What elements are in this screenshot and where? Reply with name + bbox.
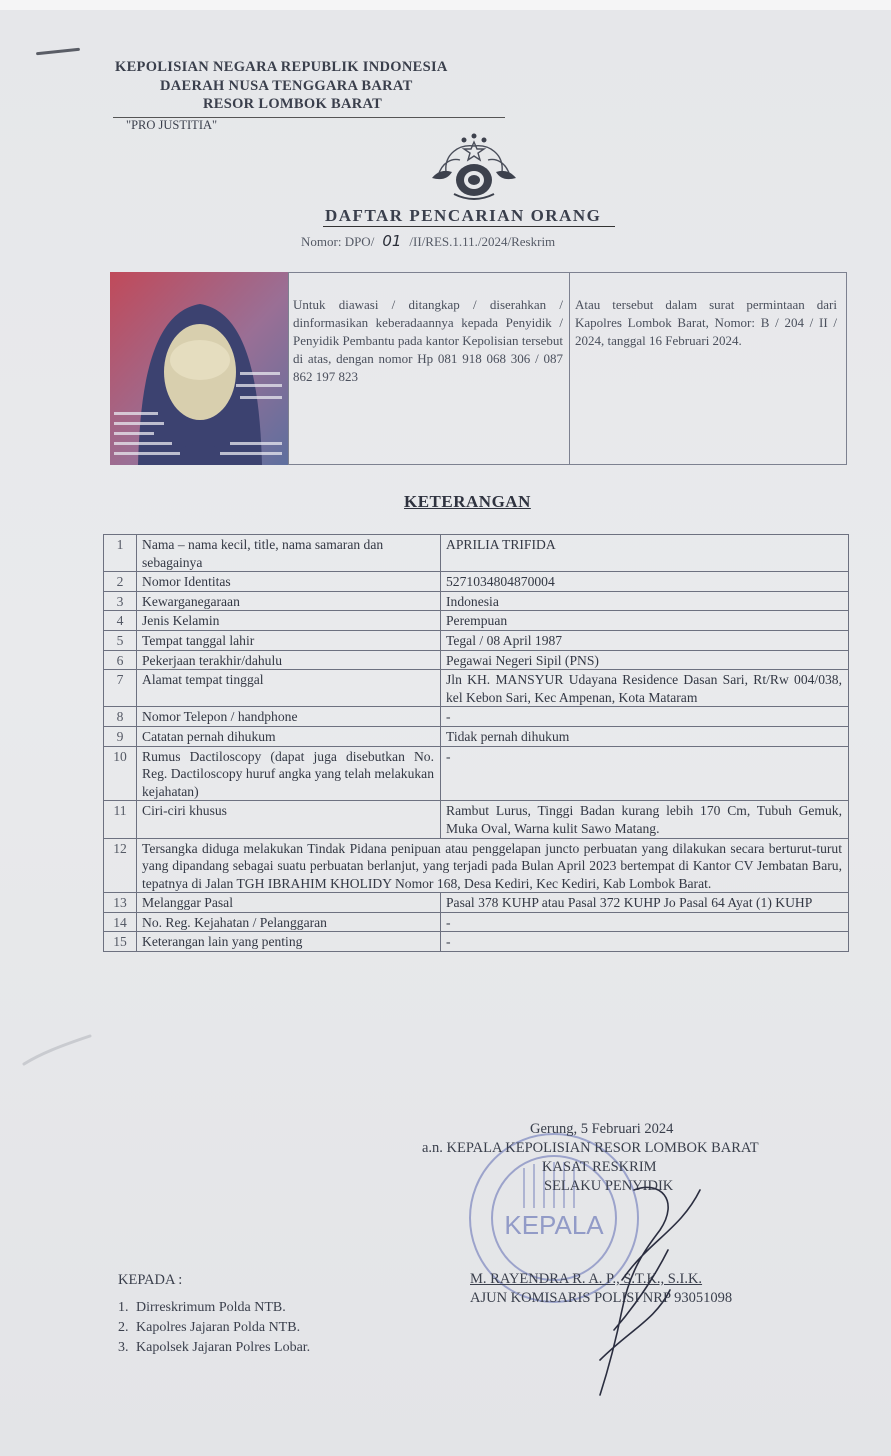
row-value: Pegawai Negeri Sipil (PNS) bbox=[441, 650, 849, 670]
row-value: Indonesia bbox=[441, 591, 849, 611]
row-label: Pekerjaan terakhir/dahulu bbox=[137, 650, 441, 670]
list-item: 2. Kapolres Jajaran Polda NTB. bbox=[118, 1320, 301, 1335]
row-number: 3 bbox=[104, 591, 137, 611]
table-row bbox=[104, 801, 849, 838]
document-title: DAFTAR PENCARIAN ORANG bbox=[323, 206, 615, 227]
list-item: 3. Kapolsek Jajaran Polres Lobar. bbox=[118, 1340, 311, 1355]
header-line-1: KEPOLISIAN NEGARA REPUBLIK INDONESIA bbox=[115, 59, 448, 75]
police-emblem-icon bbox=[424, 132, 524, 204]
row-full-text: Tersangka diduga melakukan Tindak Pidana penipuan atau penggelapan juncto perbuatan yang dilakukan secara berturut-turut yang dipandang sebagai suatu perbuatan berlanjut, yang terjadi pada Bulan April 2023 bertempat di Kantor CV Jembatan Baru, tepatnya di Jalan TGH IBRAHIM KHOLIDY Nomor 168, Desa Kediri, Kec Kediri, Kab Lombok Barat. bbox=[137, 838, 849, 893]
row-value: Tegal / 08 April 1987 bbox=[441, 630, 849, 650]
row-value: Jln KH. MANSYUR Udayana Residence Dasan Sari, Rt/Rw 004/038, kel Kebon Sari, Kec Ampenan, Kota Mataram bbox=[441, 670, 849, 707]
list-item: 1. Dirreskrimum Polda NTB. bbox=[118, 1300, 286, 1315]
nomor-suffix: /II/RES.1.11./2024/Reskrim bbox=[409, 234, 556, 249]
row-number: 12 bbox=[104, 838, 137, 893]
row-value: - bbox=[441, 932, 849, 952]
row-label: Melanggar Pasal bbox=[137, 893, 441, 913]
table-row bbox=[104, 707, 849, 727]
table-row bbox=[104, 838, 849, 893]
row-value: - bbox=[441, 707, 849, 727]
row-label: No. Reg. Kejahatan / Pelanggaran bbox=[137, 912, 441, 932]
table-row bbox=[104, 535, 849, 572]
nomor-handwritten: 01 bbox=[382, 232, 402, 250]
row-number: 9 bbox=[104, 726, 137, 746]
row-number: 4 bbox=[104, 611, 137, 631]
table-row bbox=[104, 611, 849, 631]
row-value: Tidak pernah dihukum bbox=[441, 726, 849, 746]
row-label: Ciri-ciri khusus bbox=[137, 801, 441, 838]
top-margin bbox=[0, 0, 891, 10]
table-row bbox=[104, 670, 849, 707]
row-number: 13 bbox=[104, 893, 137, 913]
row-label: Nomor Identitas bbox=[137, 572, 441, 592]
signer-name: M. RAYENDRA R. A. P., S.T.K., S.I.K. bbox=[470, 1271, 703, 1287]
row-value: APRILIA TRIFIDA bbox=[441, 535, 849, 572]
row-label: Kewarganegaraan bbox=[137, 591, 441, 611]
signer-role: SELAKU PENYIDIK bbox=[544, 1178, 674, 1194]
nomor-prefix: Nomor: DPO/ bbox=[301, 234, 375, 249]
notice-reference: Atau tersebut dalam surat permintaan dari Kapolres Lombok Barat, Nomor: B / 204 / II / 2024, tanggal 16 Februari 2024. bbox=[575, 297, 837, 348]
row-number: 11 bbox=[104, 801, 137, 838]
distribution-list bbox=[118, 1298, 310, 1358]
pro-justitia: "PRO JUSTITIA" bbox=[126, 118, 218, 132]
agency-header bbox=[115, 58, 448, 114]
stamp-text: KEPALA bbox=[504, 1210, 604, 1240]
row-label: Rumus Dactiloscopy (dapat juga disebutkan No. Reg. Dactiloscopy huruf angka yang telah melakukan kejahatan) bbox=[137, 746, 441, 801]
row-number: 15 bbox=[104, 932, 137, 952]
row-label: Keterangan lain yang penting bbox=[137, 932, 441, 952]
header-line-2: DAERAH NUSA TENGGARA BARAT bbox=[160, 77, 413, 94]
row-number: 1 bbox=[104, 535, 137, 572]
row-value: - bbox=[441, 746, 849, 801]
table-row bbox=[104, 746, 849, 801]
row-value: 5271034804870004 bbox=[441, 572, 849, 592]
document-number bbox=[301, 232, 555, 250]
signing-place-date: Gerung, 5 Februari 2024 bbox=[530, 1121, 674, 1137]
row-label: Catatan pernah dihukum bbox=[137, 726, 441, 746]
table-row bbox=[104, 630, 849, 650]
notice-instruction: Untuk diawasi / ditangkap / diserahkan / dinformasikan keberadaannya kepada Penyidik / Penyidik Pembantu pada kantor Kepolisian tersebut di atas, dengan nomor Hp 081 918 068 306 / 087 862 197 823 bbox=[293, 297, 563, 384]
table-row bbox=[104, 591, 849, 611]
signing-on-behalf: a.n. KEPALA KEPOLISIAN RESOR LOMBOK BARAT bbox=[422, 1140, 759, 1156]
header-line-3: RESOR LOMBOK BARAT bbox=[203, 96, 383, 112]
section-title: KETERANGAN bbox=[404, 492, 531, 511]
row-value: - bbox=[441, 912, 849, 932]
row-value: Pasal 378 KUHP atau Pasal 372 KUHP Jo Pasal 64 Ayat (1) KUHP bbox=[441, 893, 849, 913]
row-number: 10 bbox=[104, 746, 137, 801]
row-label: Nama – nama kecil, title, nama samaran dan sebagainya bbox=[137, 535, 441, 572]
row-label: Nomor Telepon / handphone bbox=[137, 707, 441, 727]
table-row bbox=[104, 726, 849, 746]
notice-instruction-cell bbox=[288, 272, 570, 465]
row-number: 5 bbox=[104, 630, 137, 650]
paper-mark bbox=[20, 1030, 100, 1070]
row-value: Perempuan bbox=[441, 611, 849, 631]
row-number: 7 bbox=[104, 670, 137, 707]
row-label: Alamat tempat tinggal bbox=[137, 670, 441, 707]
row-number: 6 bbox=[104, 650, 137, 670]
suspect-photo-image bbox=[110, 272, 288, 465]
row-number: 2 bbox=[104, 572, 137, 592]
row-number: 14 bbox=[104, 912, 137, 932]
row-label: Tempat tanggal lahir bbox=[137, 630, 441, 650]
table-row bbox=[104, 572, 849, 592]
handwritten-signature bbox=[560, 1170, 730, 1400]
table-row bbox=[104, 650, 849, 670]
distribution-label: KEPADA : bbox=[118, 1272, 183, 1288]
row-value: Rambut Lurus, Tinggi Badan kurang lebih 170 Cm, Tubuh Gemuk, Muka Oval, Warna kulit Sawo Matang. bbox=[441, 801, 849, 838]
signer-rank: AJUN KOMISARIS POLISI NRP 93051098 bbox=[470, 1290, 733, 1306]
signer-position: KASAT RESKRIM bbox=[542, 1159, 657, 1175]
row-number: 8 bbox=[104, 707, 137, 727]
table-row bbox=[104, 932, 849, 952]
keterangan-table bbox=[103, 534, 849, 952]
row-label: Jenis Kelamin bbox=[137, 611, 441, 631]
table-row bbox=[104, 893, 849, 913]
table-row bbox=[104, 912, 849, 932]
suspect-photo bbox=[110, 272, 289, 465]
